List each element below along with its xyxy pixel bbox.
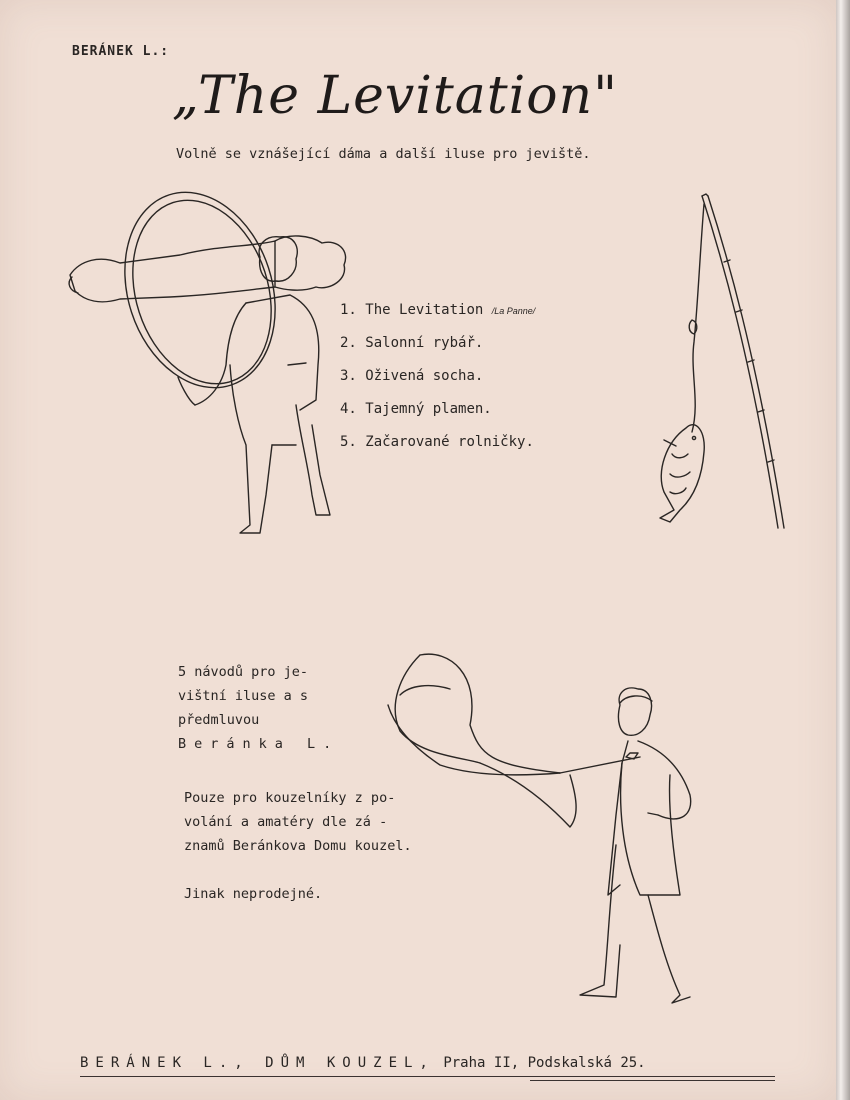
description-line: vištní iluse a s (178, 688, 309, 704)
footer-line (80, 1055, 646, 1071)
author-heading: BERÁNEK L.: (72, 44, 170, 59)
contents-item-text: Začarované rolničky. (365, 434, 534, 450)
contents-item (340, 397, 535, 430)
description-line: předmluvou (178, 712, 260, 728)
contents-item-number: 5. (340, 434, 357, 450)
description-block (178, 660, 339, 756)
notice-line: Jinak neprodejné. (184, 886, 323, 902)
description-line: 5 návodů pro je- (178, 664, 309, 680)
contents-item-text: Salonní rybář. (365, 335, 484, 351)
contents-item (340, 331, 535, 364)
notice-block (184, 786, 412, 906)
footer-underline (80, 1076, 775, 1077)
contents-item (340, 364, 535, 397)
contents-item-text: Oživená socha. (365, 368, 484, 384)
contents-item-text: Tajemný plamen. (365, 401, 492, 417)
contents-item-text: The Levitation (365, 302, 484, 318)
contents-item-number: 4. (340, 401, 357, 417)
contents-list (340, 298, 535, 463)
footer-publisher: BERÁNEK L., DŮM KOUZEL, (80, 1055, 435, 1071)
footer-underline (530, 1080, 775, 1081)
contents-item-number: 2. (340, 335, 357, 351)
page-edge (836, 0, 850, 1100)
contents-item-number: 3. (340, 368, 357, 384)
contents-item (340, 430, 535, 463)
contents-item (340, 298, 535, 331)
contents-item-number: 1. (340, 302, 357, 318)
magician-illustration (380, 645, 710, 1010)
levitation-illustration (60, 195, 350, 555)
footer-address: Praha II, Podskalská 25. (443, 1055, 646, 1071)
fishing-rod-illustration (640, 192, 790, 542)
document-title: „The Levitation" (172, 66, 619, 126)
description-author: Beránka L. (178, 736, 340, 752)
notice-line: volání a amatéry dle zá - (184, 814, 388, 830)
document-subtitle: Volně se vznášející dáma a další iluse pro jeviště. (176, 146, 591, 162)
notice-line: Pouze pro kouzelníky z po- (184, 790, 396, 806)
notice-line: znamů Beránkova Domu kouzel. (184, 838, 412, 854)
contents-item-note: /La Panne/ (491, 306, 536, 316)
